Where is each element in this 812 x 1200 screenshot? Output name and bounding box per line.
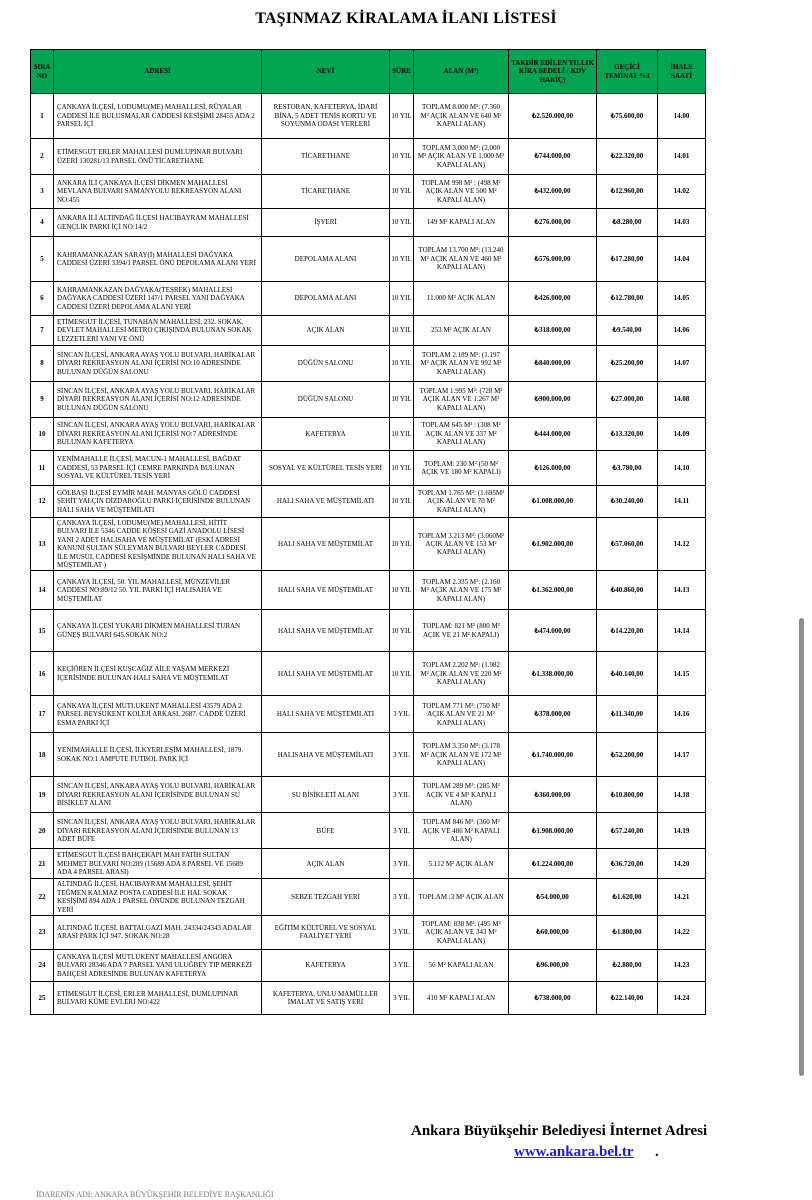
table-row — [31, 696, 706, 733]
row-type: SU BİSİKLETİ ALANI — [262, 777, 390, 813]
row-time: 14.00 — [658, 94, 706, 139]
row-type: KAFETERYA, UNLU MAMÜLLER İMALAT VE SATIŞ YERİ — [262, 981, 390, 1014]
row-area: TOPLAM 2.189 M²: (1.197 M² AÇIK ALAN VE 992 M² KAPALI ALAN) — [414, 346, 509, 382]
row-value: ₺360.000,00 — [509, 777, 597, 813]
row-value: ₺276.000,00 — [509, 209, 597, 237]
row-duration: 3 YIL — [390, 915, 414, 949]
table-row — [31, 518, 706, 571]
row-value: ₺1.008.000,00 — [509, 486, 597, 518]
row-area: TOPLAM: 838 M²: (495 M² AÇIK ALAN VE 343 M² KAPALI ALAN) — [414, 915, 509, 949]
table-row — [31, 237, 706, 282]
header-area: ALAN (M²) — [414, 50, 509, 94]
row-time: 14.21 — [658, 879, 706, 916]
table-row — [31, 652, 706, 696]
row-address: ÇANKAYA İLÇESİ YUKARI DİKMEN MAHALLESİ TURAN GÜNEŞ BULVARI 645.SOKAK NO:2 — [54, 610, 262, 652]
row-value: ₺318.000,00 — [509, 316, 597, 346]
row-time: 14.16 — [658, 696, 706, 733]
row-area: TOPLAM 2.335 M²: (2.160 M² AÇIK ALAN VE 175 M² KAPALI ALAN) — [414, 571, 509, 610]
row-time: 14.07 — [658, 346, 706, 382]
rental-listing-table — [30, 49, 706, 1015]
row-value: ₺60.000,00 — [509, 915, 597, 949]
table-row — [31, 981, 706, 1014]
row-type: AÇIK ALAN — [262, 316, 390, 346]
row-type: EĞİTİM KÜLTÜREL VE SOSYAL FAALİYET YERİ — [262, 915, 390, 949]
row-time: 14.02 — [658, 175, 706, 209]
row-address: KAHRAMANKAZAN DAĞYAKA(TEŞREK) MAHALLESİ DAĞYAKA CADDESİ ÜZERİ 147/1 PARSEL YANI DAĞYAKA CADDESİ ÜZERİ DEPOLAMA ALANI YERİ — [54, 282, 262, 316]
row-no: 7 — [31, 316, 54, 346]
table-row — [31, 571, 706, 610]
row-type: KAFETERYA — [262, 418, 390, 451]
row-area: TOPLAM 998 M² : (498 M² AÇIK ALAN VE 500 M² KAPALI ALAN) — [414, 175, 509, 209]
cutoff-text: İDARENİN ADI: ANKARA BÜYÜKŞEHİR BELEDİYE BAŞKANLIĞI — [36, 1190, 274, 1199]
row-duration: 10 YIL — [390, 486, 414, 518]
table-row — [31, 949, 706, 981]
row-value: ₺900.000,00 — [509, 382, 597, 418]
row-type: HALI SAHA VE MÜŞTEMİLATI — [262, 486, 390, 518]
row-value: ₺96.000,00 — [509, 949, 597, 981]
row-area: TOPLAM: 821 M² (800 M² AÇIK VE 21 M² KAPALI) — [414, 610, 509, 652]
row-time: 14.20 — [658, 849, 706, 879]
row-no: 13 — [31, 518, 54, 571]
row-duration: 3 YIL — [390, 849, 414, 879]
row-address: ÇANKAYA İLÇESİ MUTLUKENT MAHALLESİ 43579 ADA 2 PARSEL BEYSUKENT KOLEJİ ARKASI, 2687. CADDE ÜZERİ ESMA PARKI İÇİ — [54, 696, 262, 733]
row-address: ALTINDAĞ İLÇESİ, BATTALGAZİ MAH. 24334/24343 ADALAR ARASI PARK İÇİ 947. SOKAK NO:28 — [54, 915, 262, 949]
row-address: ÇANKAYA İLÇESİ, LODUMU(ME) MAHALLESİ, RÜYALAR CADDESİ İLE BULUSMALAR CADDESİ KESİŞİMİ 28455 ADA 2 PARSEL İÇİ — [54, 94, 262, 139]
row-time: 14.19 — [658, 813, 706, 849]
row-area: TOPLAM 846 M²: (360 M² AÇIK VE 486 M² KAPALI ALAN) — [414, 813, 509, 849]
row-no: 8 — [31, 346, 54, 382]
row-type: SOSYAL VE KÜLTÜREL TESİS YERİ — [262, 451, 390, 486]
row-time: 14.09 — [658, 418, 706, 451]
row-deposit: ₺12.780,00 — [597, 282, 658, 316]
row-value: ₺432.000,00 — [509, 175, 597, 209]
row-type: TİCARETHANE — [262, 139, 390, 175]
row-no: 4 — [31, 209, 54, 237]
row-deposit: ₺8.280,00 — [597, 209, 658, 237]
table-row — [31, 813, 706, 849]
row-duration: 10 YIL — [390, 451, 414, 486]
row-area: 11.000 M² AÇIK ALAN — [414, 282, 509, 316]
row-type: SEBZE TEZGAH YERİ — [262, 879, 390, 916]
row-area: TOPLAM :3 M² AÇIK ALAN — [414, 879, 509, 916]
row-no: 19 — [31, 777, 54, 813]
row-duration: 10 YIL — [390, 94, 414, 139]
row-duration: 3 YIL — [390, 981, 414, 1014]
row-value: ₺1.224.000,00 — [509, 849, 597, 879]
row-address: ETİMESGUT İLÇESİ, TUNAHAN MAHALLESİ, 232. SOKAK, DEVLET MAHALLESİ METRO ÇIKIŞINDA BULUNAN SOKAK LEZZETLERİ YANI VE ÖNÜ — [54, 316, 262, 346]
row-type: İŞYERİ — [262, 209, 390, 237]
row-time: 14.11 — [658, 486, 706, 518]
row-value: ₺1.902.000,00 — [509, 518, 597, 571]
row-time: 14.15 — [658, 652, 706, 696]
footer-title: Ankara Büyükşehir Belediyesi İnternet Adresi — [411, 1123, 708, 1139]
row-type: HALI SAHA VE MÜŞTEMİLAT — [262, 571, 390, 610]
row-value: ₺1.908.000,00 — [509, 813, 597, 849]
row-address: ÇANKAYA İLÇESİ, 50. YIL MAHALLESİ, MÜNZEVİLER CADDESİ NO:89/12 50. YIL PARKI İÇİ HALISAHA VE MÜŞTEMİLAT — [54, 571, 262, 610]
row-deposit: ₺52.200,00 — [597, 733, 658, 777]
table-row — [31, 915, 706, 949]
row-deposit: ₺13.320,00 — [597, 418, 658, 451]
row-value: ₺1.362.000,00 — [509, 571, 597, 610]
row-area: 56 M² KAPALI ALAN — [414, 949, 509, 981]
row-type: HALI SAHA VE MÜŞTEMİLAT — [262, 610, 390, 652]
row-time: 14.14 — [658, 610, 706, 652]
row-type: HALI SAHA VE MÜŞTEMİLATI — [262, 696, 390, 733]
row-time: 14.10 — [658, 451, 706, 486]
table-row — [31, 382, 706, 418]
scrollbar[interactable] — [799, 618, 804, 1076]
row-type: DEPOLAMA ALANI — [262, 237, 390, 282]
row-area: 149 M² KAPALI ALAN — [414, 209, 509, 237]
row-duration: 10 YIL — [390, 282, 414, 316]
row-deposit: ₺9.540,00 — [597, 316, 658, 346]
row-value: ₺126.000,00 — [509, 451, 597, 486]
row-type: DÜĞÜN SALONU — [262, 346, 390, 382]
row-deposit: ₺22.140,00 — [597, 981, 658, 1014]
table-row — [31, 486, 706, 518]
row-time: 14.04 — [658, 237, 706, 282]
row-area: TOPLAM 3.000 M²: (2.000 M² AÇIK ALAN VE 1.000 M² KAPALI ALAN) — [414, 139, 509, 175]
row-duration: 3 YIL — [390, 949, 414, 981]
header-address: ADRESİ — [54, 50, 262, 94]
table-row — [31, 777, 706, 813]
row-deposit: ₺1.620,00 — [597, 879, 658, 916]
row-duration: 10 YIL — [390, 139, 414, 175]
row-area: 253 M² AÇIK ALAN — [414, 316, 509, 346]
row-no: 24 — [31, 949, 54, 981]
row-deposit: ₺27.000,00 — [597, 382, 658, 418]
row-area: TOPLAM 645 M² : (308 M² AÇIK ALAN VE 337 M² KAPALI ALAN) — [414, 418, 509, 451]
row-duration: 10 YIL — [390, 418, 414, 451]
row-duration: 10 YIL — [390, 175, 414, 209]
row-no: 23 — [31, 915, 54, 949]
row-duration: 3 YIL — [390, 777, 414, 813]
row-type: RESTORAN, KAFETERYA, İDARİ BİNA, 5 ADET TENİS KORTU VE SOYUNMA ODASI YERLERİ — [262, 94, 390, 139]
row-type: HALI SAHA VE MÜŞTEMİLAT — [262, 518, 390, 571]
row-no: 20 — [31, 813, 54, 849]
row-address: SİNCAN İLÇESİ, ANKARA AYAŞ YOLU BULVARI, HARİKALAR DİYARI REKREASYON ALANI İÇERİSİNDE BULUNAN 13 ADET BÜFE — [54, 813, 262, 849]
row-value: ₺2.520.000,00 — [509, 94, 597, 139]
footer-dot: . — [655, 1144, 659, 1160]
page-title: TAŞINMAZ KİRALAMA İLANI LİSTESİ — [255, 10, 557, 27]
row-address: GÖLBAŞI İLÇESİ EYMİR MAH. MANYAS GÖLÜ CADDESİ ŞEHİT YALÇIN DİZDAROĞLU PARKI İÇERİSİNDE BULUNAN HALI SAHA VE MÜŞTEMİLATI — [54, 486, 262, 518]
table-row — [31, 849, 706, 879]
row-area: TOPLAM 3.350 M²: (3.178 M² AÇIK ALAN VE 172 M² KAPALI ALAN) — [414, 733, 509, 777]
row-deposit: ₺11.340,00 — [597, 696, 658, 733]
row-time: 14.13 — [658, 571, 706, 610]
row-time: 14.18 — [658, 777, 706, 813]
row-type: TİCARETHANE — [262, 175, 390, 209]
table-row — [31, 209, 706, 237]
row-area: TOPLAM 1.765 M²: (1.695M² AÇIK ALAN VE 70 M² KAPALI ALAN) — [414, 486, 509, 518]
row-deposit: ₺40.140,00 — [597, 652, 658, 696]
row-duration: 3 YIL — [390, 733, 414, 777]
row-time: 14.17 — [658, 733, 706, 777]
row-duration: 10 YIL — [390, 652, 414, 696]
table-body — [31, 94, 706, 1015]
header-no: SIRA NO — [31, 50, 54, 94]
row-no: 9 — [31, 382, 54, 418]
table-row — [31, 94, 706, 139]
table-row — [31, 418, 706, 451]
row-deposit: ₺2.880,00 — [597, 949, 658, 981]
table-row — [31, 175, 706, 209]
row-no: 1 — [31, 94, 54, 139]
header-duration: SÜRE — [390, 50, 414, 94]
row-deposit: ₺17.280,00 — [597, 237, 658, 282]
row-address: SİNCAN İLÇESİ, ANKARA AYAŞ YOLU BULVARI, HARİKALAR DİYARI REKREASYON ALANI İÇERİSİNDE BULUNAN SU BİSİKLET ALANI — [54, 777, 262, 813]
table-row — [31, 733, 706, 777]
row-duration: 3 YIL — [390, 879, 414, 916]
row-deposit: ₺75.600,00 — [597, 94, 658, 139]
row-type: KAFETERYA — [262, 949, 390, 981]
row-deposit: ₺25.200,00 — [597, 346, 658, 382]
row-time: 14.08 — [658, 382, 706, 418]
row-address: KEÇİÖREN İLÇESİ KUŞCAĞIZ AİLE YAŞAM MERKEZİ İÇERİSİNDE BULUNAN HALI SAHA VE MÜŞTEMİLAT — [54, 652, 262, 696]
row-address: SİNCAN İLÇESİ, ANKARA AYAŞ YOLU BULVARI, HARİKALAR DİYARI REKREASYON ALANI İÇERİSİ NO:10 ADRESİNDE BULUNAN DÜĞÜN SALONU — [54, 346, 262, 382]
row-address: YENİMAHALLE İLÇESİ, İLKYERLEŞİM MAHALLESİ, 1879. SOKAK NO:1 AMPUTE FUTBOL PARK İÇİ — [54, 733, 262, 777]
row-type: DEPOLAMA ALANI — [262, 282, 390, 316]
row-address: ETİMESGUT ERLER MAHALLESİ DUMLUPINAR BULVARI ÜZERİ 130281/13 PARSEL ÖNÜ TİCARETHANE — [54, 139, 262, 175]
row-duration: 10 YIL — [390, 382, 414, 418]
row-area: TOPLAM 771 M²: (750 M² AÇIK ALAN VE 21 M² KAPALI ALAN) — [414, 696, 509, 733]
row-deposit: ₺22.320,00 — [597, 139, 658, 175]
row-no: 10 — [31, 418, 54, 451]
row-time: 14.06 — [658, 316, 706, 346]
row-time: 14.22 — [658, 915, 706, 949]
row-value: ₺744.000,00 — [509, 139, 597, 175]
row-deposit: ₺57.240,00 — [597, 813, 658, 849]
row-time: 14.12 — [658, 518, 706, 571]
header-time: İHALE SAATİ — [658, 50, 706, 94]
row-duration: 10 YIL — [390, 346, 414, 382]
row-address: ANKARA İLİ ÇANKAYA İLÇESİ DİKMEN MAHALLESİ MEVLANA BULVARI SAMANYOLU REKREASYON ALANI NO:455 — [54, 175, 262, 209]
table-row — [31, 282, 706, 316]
row-value: ₺840.000,00 — [509, 346, 597, 382]
row-value: ₺378.000,00 — [509, 696, 597, 733]
row-time: 14.01 — [658, 139, 706, 175]
table-row — [31, 139, 706, 175]
row-address: SİNCAN İLÇESİ, ANKARA AYAŞ YOLU BULVARI, HARİKALAR DİYARI REKREASYON ALANI İÇERİSİ NO:7 ADRESİNDE BULUNAN KAFETERYA — [54, 418, 262, 451]
row-deposit: ₺40.860,00 — [597, 571, 658, 610]
row-duration: 10 YIL — [390, 209, 414, 237]
table-header-row — [31, 50, 706, 94]
row-no: 12 — [31, 486, 54, 518]
row-duration: 10 YIL — [390, 571, 414, 610]
row-no: 5 — [31, 237, 54, 282]
row-value: ₺426.000,00 — [509, 282, 597, 316]
website-link[interactable]: www.ankara.bel.tr — [514, 1144, 634, 1160]
row-type: HALI SAHA VE MÜŞTEMİLAT — [262, 652, 390, 696]
row-area: TOPLAM: 230 M² (50 M² AÇIK VE 180 M² KAPALI) — [414, 451, 509, 486]
table-row — [31, 610, 706, 652]
row-address: SİNCAN İLÇESİ, ANKARA AYAŞ YOLU BULVARI, HARİKALAR DİYARI REKREASYON ALANI İÇERİSİ NO:12 ADRESİNDE BULUNAN DÜĞÜN SALONU — [54, 382, 262, 418]
table-row — [31, 316, 706, 346]
row-value: ₺474.000,00 — [509, 610, 597, 652]
row-value: ₺1.740.000,00 — [509, 733, 597, 777]
row-area: 410 M² KAPALI ALAN — [414, 981, 509, 1014]
header-type: NEVİ — [262, 50, 390, 94]
row-value: ₺1.338.000,00 — [509, 652, 597, 696]
row-duration: 10 YIL — [390, 518, 414, 571]
row-deposit: ₺30.240,00 — [597, 486, 658, 518]
row-value: ₺444.000,00 — [509, 418, 597, 451]
row-no: 6 — [31, 282, 54, 316]
row-no: 16 — [31, 652, 54, 696]
row-deposit: ₺10.800,00 — [597, 777, 658, 813]
row-area: TOPLAM 1.995 M²: (728 M² AÇIK ALAN VE 1.267 M² KAPALI ALAN) — [414, 382, 509, 418]
row-type: HALISAHA VE MÜŞTEMİLATI — [262, 733, 390, 777]
row-no: 15 — [31, 610, 54, 652]
row-area: TOPLAM 289 M²: (285 M² AÇIK VE 4 M² KAPALI ALAN) — [414, 777, 509, 813]
row-address: KAHRAMANKAZAN SARAY(İ) MAHALLESİ DAĞYAKA CADDESİ ÜZERİ 3394/1 PARSEL ÖNÜ DEPOLAMA ALANI YERİ — [54, 237, 262, 282]
row-area: TOPLAM 13.700 M²: (13.240 M² AÇIK ALAN VE 460 M² KAPALI ALAN) — [414, 237, 509, 282]
row-time: 14.03 — [658, 209, 706, 237]
row-address: ALTINDAĞ İLÇESİ, HACIBAYRAM MAHALLESİ, ŞEHİT TEĞMEN KALMAZ POSTA CADDESİ İLE HAL SOKAK KESİŞİMİ 894 ADA 1 PARSEL ÖNÜNDE BULUNAN TEZGAH YERİ — [54, 879, 262, 916]
row-no: 22 — [31, 879, 54, 916]
row-address: ÇANKAYA İLÇESİ MUTLUKENT MAHALLESİ ANGORA BULVARI 28346 ADA 7 PARSEL YANI ULUĞBEY TIP MERKEZİ BAHÇESİ ADRESİNDE BULUNAN KAFETERYA — [54, 949, 262, 981]
row-type: BÜFE — [262, 813, 390, 849]
table-row — [31, 879, 706, 916]
row-area: TOPLAM 8.000 M²: (7.360 M² AÇIK ALAN VE 640 M² KAPALI ALAN) — [414, 94, 509, 139]
row-duration: 10 YIL — [390, 610, 414, 652]
row-deposit: ₺12.960,00 — [597, 175, 658, 209]
row-deposit: ₺1.800,00 — [597, 915, 658, 949]
header-value: TAKDİR EDİLEN YILLIK KİRA BEDELİ ( KDV HARİÇ) — [509, 50, 597, 94]
row-type: DÜĞÜN SALONU — [262, 382, 390, 418]
row-deposit: ₺14.220,00 — [597, 610, 658, 652]
row-duration: 10 YIL — [390, 316, 414, 346]
row-no: 14 — [31, 571, 54, 610]
row-no: 17 — [31, 696, 54, 733]
row-value: ₺576.000,00 — [509, 237, 597, 282]
row-deposit: ₺3.780,00 — [597, 451, 658, 486]
row-address: ÇANKAYA İLÇESİ, LODUMU(ME) MAHALLESİ, HİTİT BULVARI İLE 5346 CADDE KÖŞESİ GAZİ ANADOLU LİSESİ YANI 2 ADET HALISAHA VE MÜŞTEMİLAT (ESKİ ADRESİ KANUNİ SULTAN SÜLEYMAN BULVARI BEYLER CADDESİ İLE MUSUL CADDESİ KESİŞMİNDE BULUNAN HALI SAHA VE MÜŞTEMİLAT ) — [54, 518, 262, 571]
row-no: 2 — [31, 139, 54, 175]
row-deposit: ₺36.720,00 — [597, 849, 658, 879]
row-address: ANKARA İLİ ALTINDAĞ İLÇESİ HACIBAYRAM MAHALLESİ GENÇLİK PARKI İÇİ NO:14/2 — [54, 209, 262, 237]
row-address: ETİMESGUT İLÇESİ BAHÇEKAPI MAH FATİH SULTAN MEHMET BULVARI NO:289 (15689 ADA 8 PARSEL VE 15689 ADA 4 PARSEL ARASI) — [54, 849, 262, 879]
row-duration: 10 YIL — [390, 237, 414, 282]
row-no: 11 — [31, 451, 54, 486]
row-no: 25 — [31, 981, 54, 1014]
row-time: 14.24 — [658, 981, 706, 1014]
row-no: 18 — [31, 733, 54, 777]
row-duration: 3 YIL — [390, 696, 414, 733]
header-deposit: GEÇİCİ TEMİNAT %3 — [597, 50, 658, 94]
row-time: 14.23 — [658, 949, 706, 981]
row-time: 14.05 — [658, 282, 706, 316]
row-address: ETİMESGUT İLÇESİ, ERLER MAHALLESİ, DUMLUPINAR BULVARI KÜME EVLERİ NO:422 — [54, 981, 262, 1014]
row-deposit: ₺57.060,00 — [597, 518, 658, 571]
row-no: 21 — [31, 849, 54, 879]
row-area: 5.112 M² AÇIK ALAN — [414, 849, 509, 879]
row-value: ₺738.000,00 — [509, 981, 597, 1014]
table-row — [31, 451, 706, 486]
row-type: AÇIK ALAN — [262, 849, 390, 879]
row-no: 3 — [31, 175, 54, 209]
row-duration: 3 YIL — [390, 813, 414, 849]
row-area: TOPLAM 3.213 M²: (3.060M² AÇIK ALAN VE 153 M² KAPALI ALAN) — [414, 518, 509, 571]
table-row — [31, 346, 706, 382]
row-area: TOPLAM 2.202 M²: (1.982 M² AÇIK ALAN VE 220 M² KAPALI ALAN) — [414, 652, 509, 696]
row-value: ₺54.000,00 — [509, 879, 597, 916]
row-address: YENİMAHALLE İLÇESİ, MACUN-1 MAHALLESİ, BAĞDAT CADDESİ, 53 PARSEL İÇİ CEMRE PARKINDA BULUNAN SOSYAL VE KÜLTÜREL TESİS YERİ — [54, 451, 262, 486]
